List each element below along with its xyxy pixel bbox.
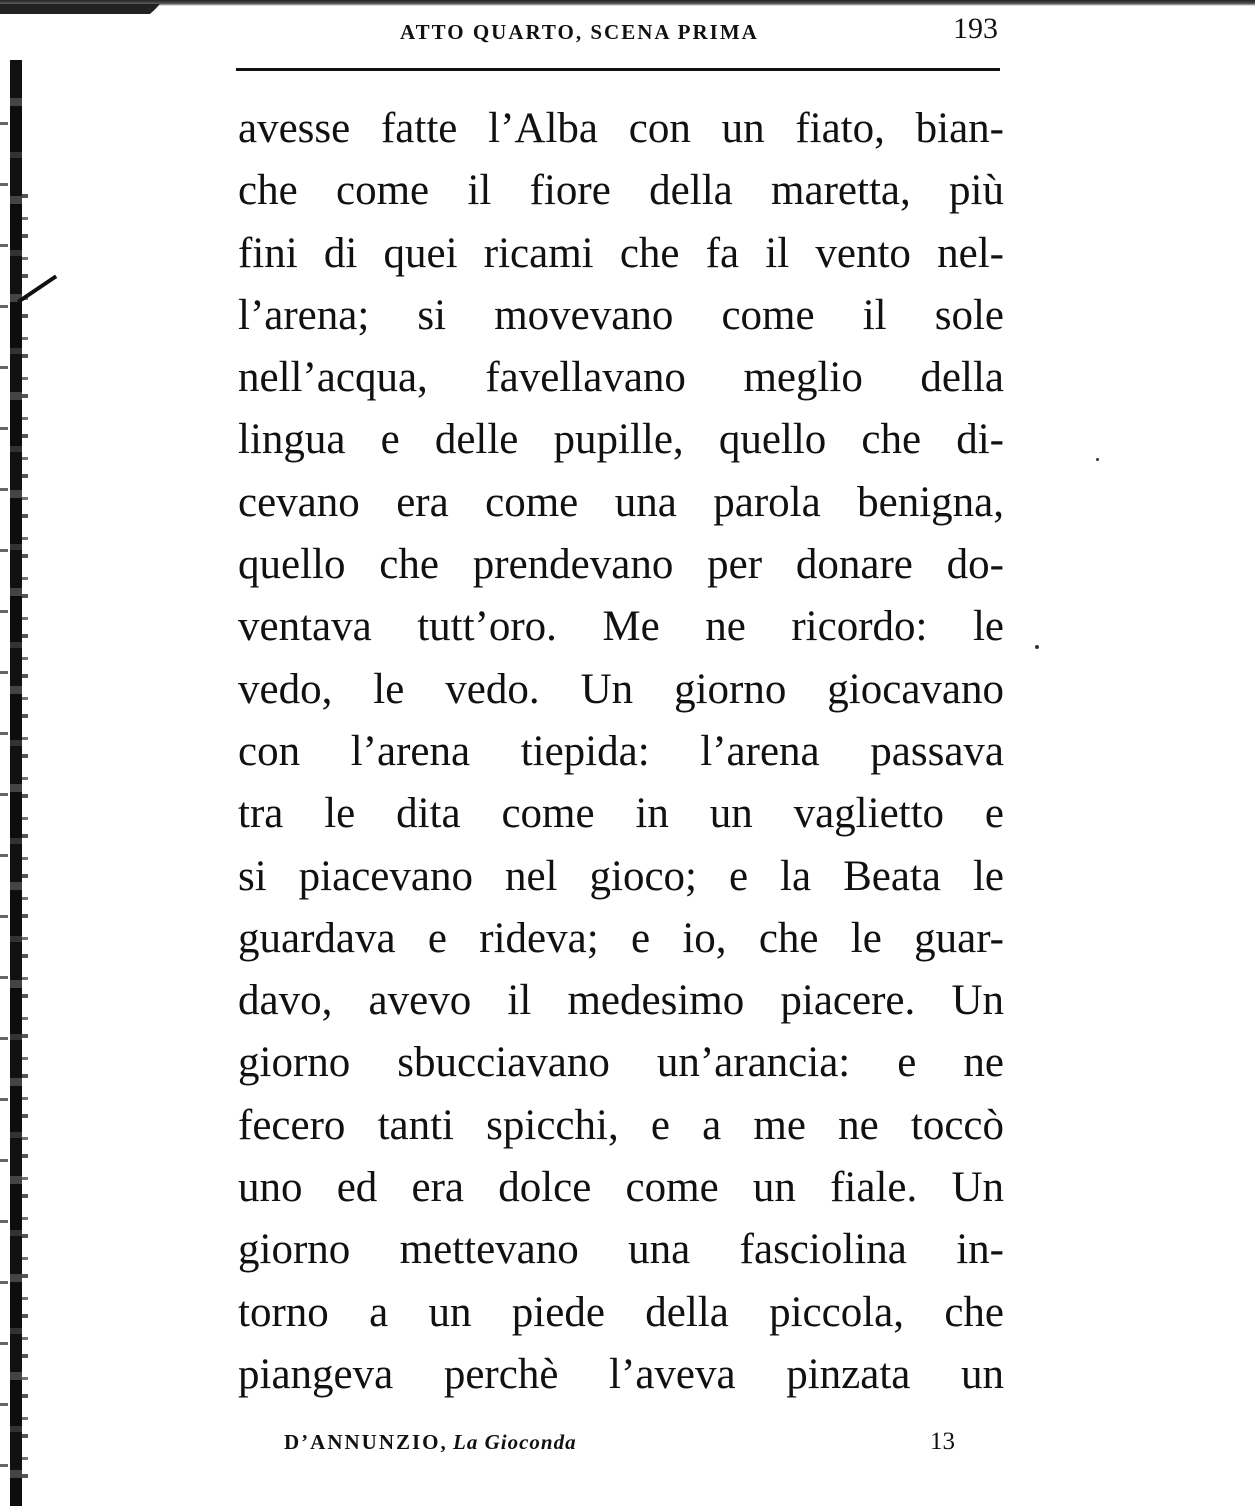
- text-line: piangeva perchè l’aveva pinzata un: [238, 1350, 1004, 1398]
- paper-speck: [1035, 645, 1039, 649]
- text-line: quello che prendevano per donare do-: [238, 541, 1004, 589]
- page-header: [240, 14, 1002, 58]
- text-line: fecero tanti spicchi, e a me ne toccò: [238, 1101, 1004, 1149]
- text-line: giorno mettevano una fasciolina in-: [238, 1226, 1004, 1274]
- footer-signature: [284, 1430, 577, 1455]
- book-binding-edge: [0, 60, 70, 1506]
- text-line: ventava tutt’oro. Me ne ricordo: le: [238, 603, 1004, 651]
- page-corner-curl: [0, 4, 160, 34]
- header-rule: [236, 68, 1000, 71]
- text-line: l’arena; si movevano come il sole: [238, 291, 1004, 339]
- page-number: 193: [953, 12, 998, 45]
- paper-speck: [1096, 458, 1099, 461]
- binding-shadow-outer: [0, 100, 8, 1480]
- running-head: ATTO QUARTO, SCENA PRIMA: [400, 20, 759, 44]
- page-top-edge: [0, 0, 1255, 6]
- text-line: tra le dita come in un vaglietto e: [238, 790, 1004, 838]
- text-line: lingua e delle pupille, quello che di-: [238, 416, 1004, 464]
- footer-work-title: La Gioconda: [453, 1430, 577, 1454]
- text-line: guardava e rideva; e io, che le guar-: [238, 914, 1004, 962]
- text-line: che come il fiore della maretta, più: [238, 167, 1004, 215]
- body-text: [238, 98, 1004, 1406]
- text-line: torno a un piede della piccola, che: [238, 1288, 1004, 1336]
- text-line: uno ed era dolce come un fiale. Un: [238, 1164, 1004, 1212]
- signature-mark: 13: [930, 1428, 955, 1455]
- footer-author: D’ANNUNZIO,: [284, 1430, 448, 1454]
- text-line: avesse fatte l’Alba con un fiato, bian-: [238, 105, 1004, 152]
- text-line: si piacevano nel gioco; e la Beata le: [238, 852, 1004, 900]
- text-line: fini di quei ricami che fa il vento nel-: [238, 229, 1004, 277]
- text-line: giorno sbucciavano un’arancia: e ne: [238, 1039, 1004, 1087]
- text-line: vedo, le vedo. Un giorno giocavano: [238, 665, 1004, 713]
- text-line: davo, avevo il medesimo piacere. Un: [238, 977, 1004, 1025]
- binding-shadow-inner: [22, 180, 28, 1480]
- text-line: nell’acqua, favellavano meglio della: [238, 354, 1004, 402]
- text-line: con l’arena tiepida: l’arena passava: [238, 727, 1004, 775]
- binding-spine: [10, 60, 22, 1506]
- text-line: cevano era come una parola benigna,: [238, 478, 1004, 526]
